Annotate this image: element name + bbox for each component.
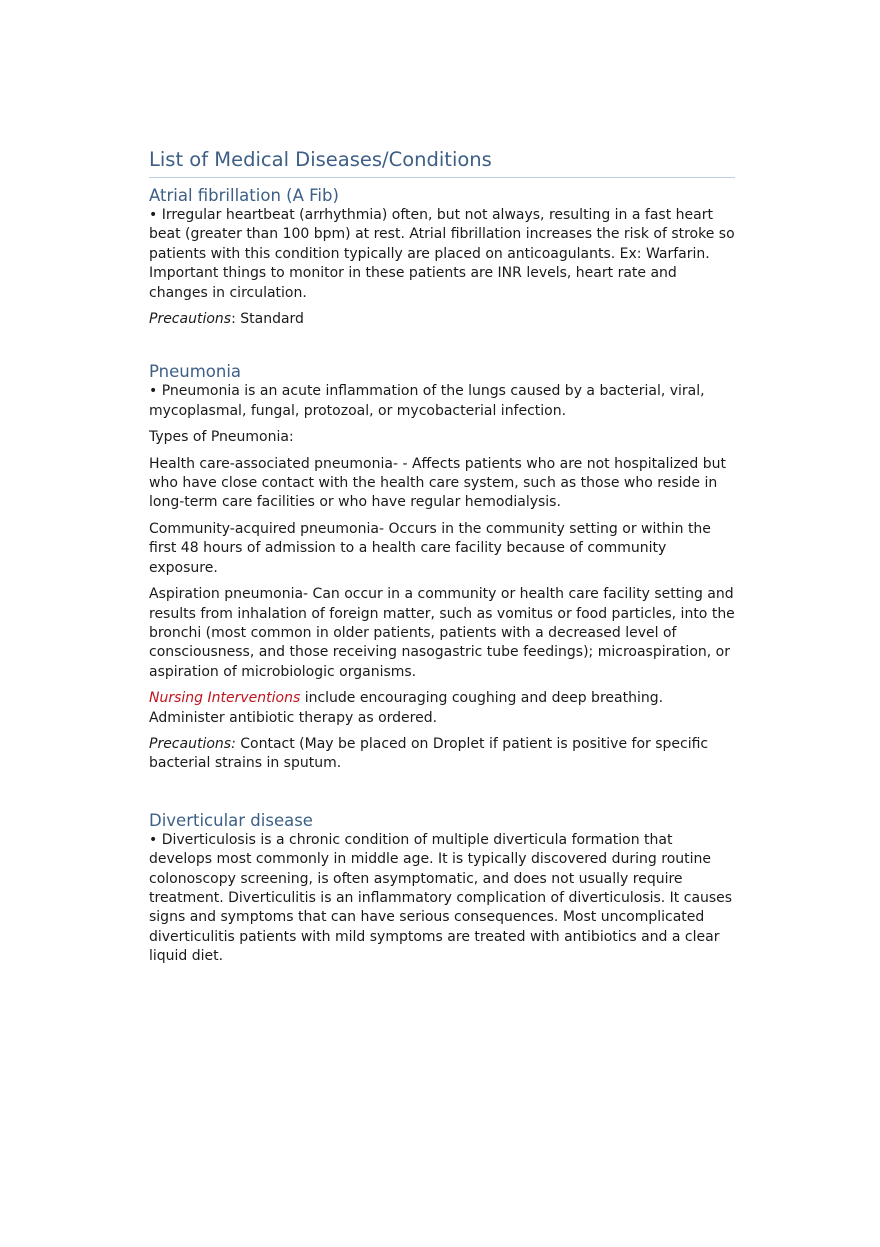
afib-precautions xyxy=(149,310,735,329)
precautions-label: Precautions: xyxy=(149,735,236,752)
precautions-value: Contact (May be placed on Droplet if patient is positive for specific bacterial strains in sputum. xyxy=(149,735,709,772)
document-page xyxy=(149,147,735,967)
pneumonia-precautions xyxy=(149,735,735,774)
section-afib xyxy=(149,186,735,329)
pneumonia-type-item: Aspiration pneumonia- Can occur in a community or health care facility setting and results from inhalation of foreign matter, such as vomitus or food particles, into the bronchi (most common in older patients, patients with a decreased level of consciousness, and those receiving nasogastric tube feedings); microaspiration, or aspiration of microbiologic organisms. xyxy=(149,586,735,680)
nursing-interventions-text: include encouraging coughing and deep breathing. Administer antibiotic therapy as ordered. xyxy=(149,690,664,726)
section-heading-diverticular: Diverticular disease xyxy=(149,810,313,830)
section-heading-pneumonia: Pneumonia xyxy=(149,362,242,382)
section-heading-afib: Atrial fibrillation (A Fib) xyxy=(149,186,339,205)
precautions-value: : Standard xyxy=(231,311,304,328)
precautions-label: Precautions xyxy=(149,311,232,328)
page-title: List of Medical Diseases/Conditions xyxy=(149,147,735,178)
pneumonia-types-label: Types of Pneumonia: xyxy=(149,429,294,446)
pneumonia-description: • Pneumonia is an acute inflammation of the lungs caused by a bacterial, viral, mycoplasmal, fungal, protozoal, or mycobacterial infection. xyxy=(149,383,705,419)
diverticular-description: • Diverticulosis is a chronic condition of multiple diverticula formation that develops most commonly in middle age. It is typically discovered during routine colonoscopy screening, is often asymptomatic, and does not usually require treatment. Diverticulitis is an inflammatory complication of diverticulosis. It causes signs and symptoms that can have serious consequences. Most uncomplicated diverticulitis patients with mild symptoms are treated with antibiotics and a clear liquid diet. xyxy=(149,831,733,965)
afib-description: • Irregular heartbeat (arrhythmia) often, but not always, resulting in a fast heart beat (greater than 100 bpm) at rest. Atrial fibrillation increases the risk of stroke so patients with this condition typically are placed on anticoagulants. Ex: Warfarin. Important things to monitor in these patients are INR levels, heart rate and changes in circulation. xyxy=(149,207,735,301)
section-pneumonia xyxy=(149,362,735,773)
section-diverticular xyxy=(149,811,735,967)
pneumonia-type-item: Health care-associated pneumonia- - Affects patients who are not hospitalized but who have close contact with the health care system, such as those who reside in long-term care facilities or who have regular hemodialysis. xyxy=(149,455,726,511)
nursing-interventions-label: Nursing Interventions xyxy=(149,690,301,707)
pneumonia-type-item: Community-acquired pneumonia- Occurs in the community setting or within the first 48 hours of admission to a health care facility because of community exposure. xyxy=(149,520,711,576)
pneumonia-interventions xyxy=(149,689,735,728)
